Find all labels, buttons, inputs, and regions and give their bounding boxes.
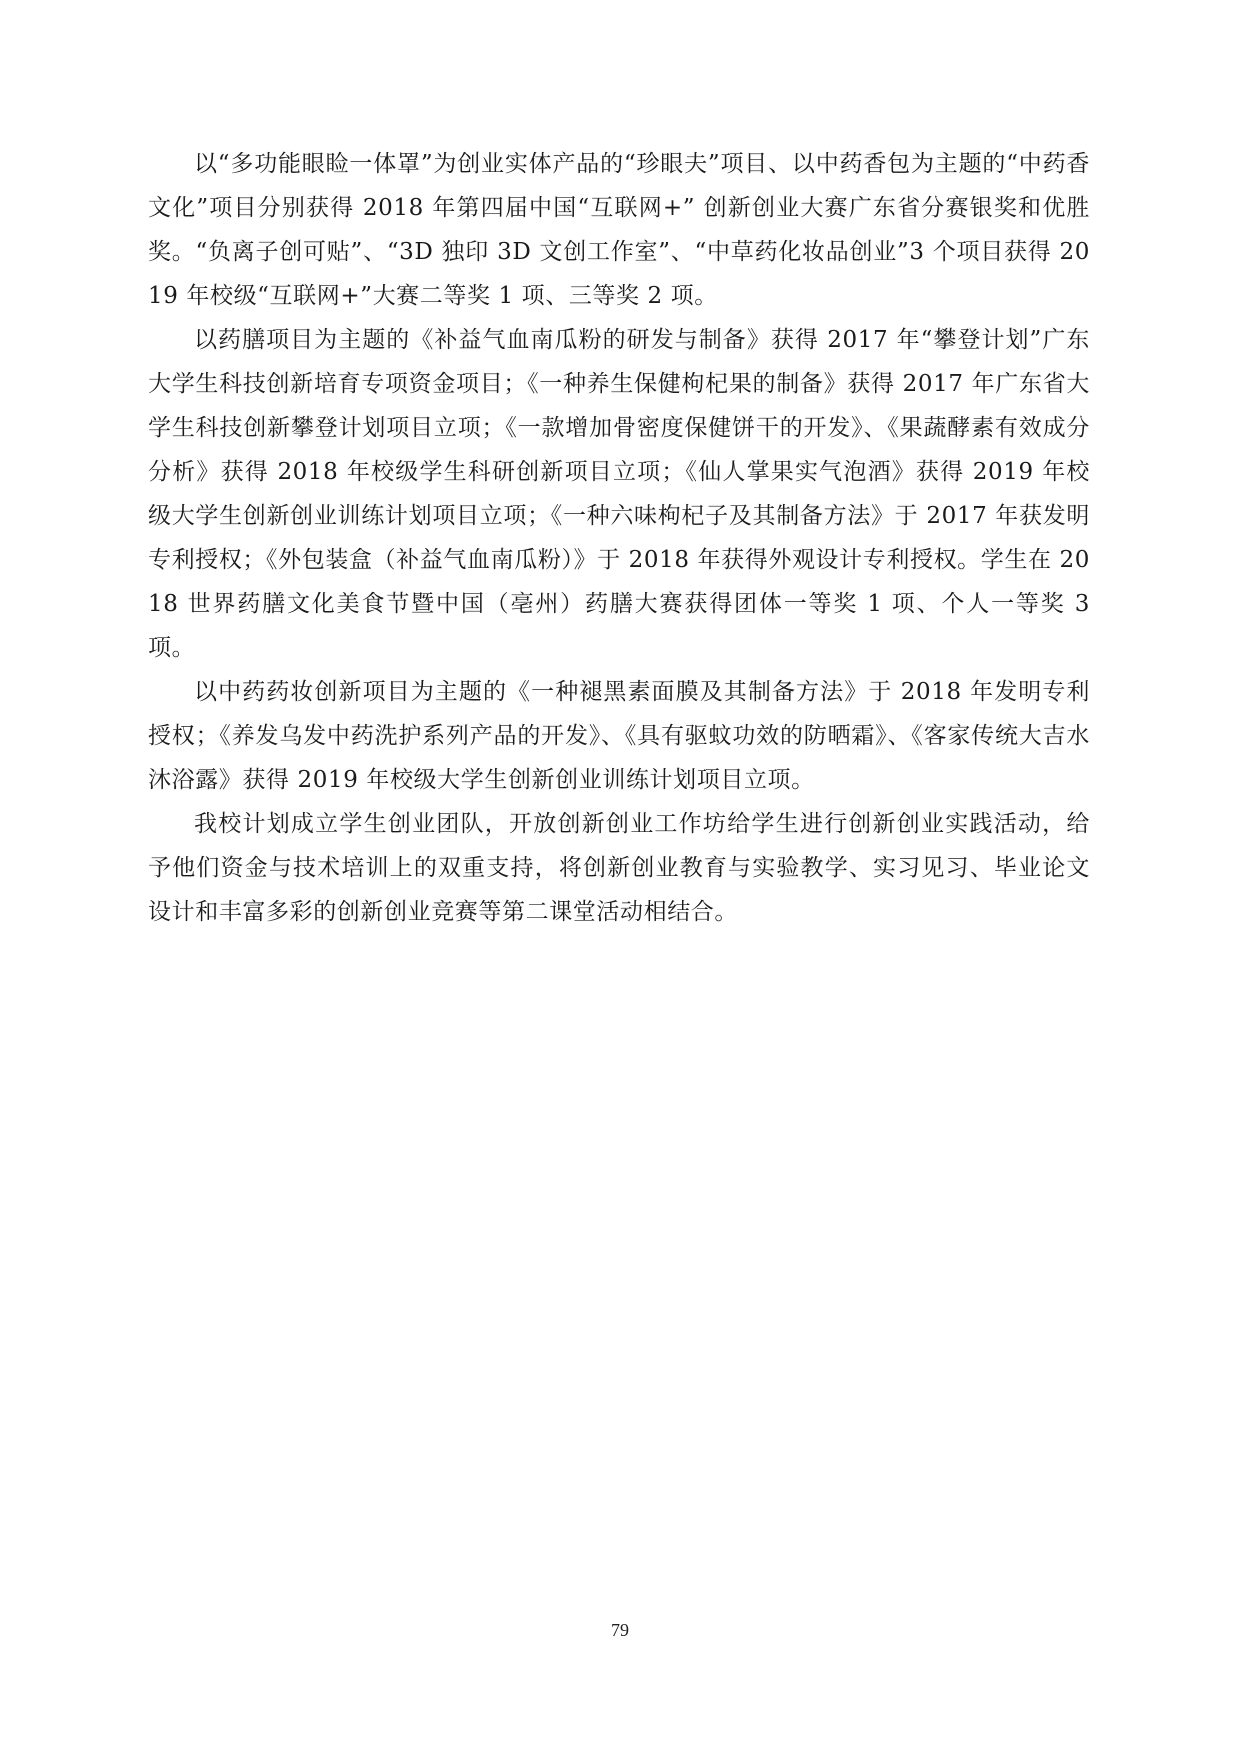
- paragraph-entrepreneurship-plan: 我校计划成立学生创业团队，开放创新创业工作坊给学生进行创新创业实践活动，给予他们资金与技术培训上的双重支持，将创新创业教育与实验教学、实习见习、毕业论文设计和丰富多彩的创新创业竞赛等第二课堂活动相结合。: [148, 811, 1090, 925]
- page-number: 79: [611, 1620, 629, 1640]
- paragraph-medicinal-diet-projects: 以药膳项目为主题的《补益气血南瓜粉的研发与制备》获得 2017 年“攀登计划”广东大学生科技创新培育专项资金项目；《一种养生保健枸杞果的制备》获得 2017 年广东省大学生科技创新攀登计划项目立项；《一款增加骨密度保健饼干的开发》、《果蔬酵素有效成分分析》获得 2018 年校级学生科研创新项目立项；《仙人掌果实气泡酒》获得 2019 年校级大学生创新创业训练计划项目立项；《一种六味枸杞子及其制备方法》于 2017 年获发明专利授权；《外包装盒（补益气血南瓜粉）》于 2018 年获得外观设计专利授权。学生在 2018 世界药膳文化美食节暨中国（亳州）药膳大赛获得团体一等奖 1 项、个人一等奖 3 项。: [148, 327, 1090, 661]
- paragraph-internet-plus-awards: 以“多功能眼睑一体罩”为创业实体产品的“珍眼夫”项目、以中药香包为主题的“中药香文化”项目分别获得 2018 年第四届中国“互联网+” 创新创业大赛广东省分赛银奖和优胜奖。“负离子创可贴”、“3D 独印 3D 文创工作室”、“中草药化妆品创业”3 个项目获得 2019 年校级“互联网+”大赛二等奖 1 项、三等奖 2 项。: [148, 151, 1090, 309]
- paragraph-herbal-cosmetics-projects: 以中药药妆创新项目为主题的《一种褪黑素面膜及其制备方法》于 2018 年发明专利授权；《养发乌发中药洗护系列产品的开发》、《具有驱蚊功效的防晒霜》、《客家传统大吉水沐浴露》获得 2019 年校级大学生创新创业训练计划项目立项。: [148, 679, 1090, 793]
- document-body: [148, 142, 1090, 934]
